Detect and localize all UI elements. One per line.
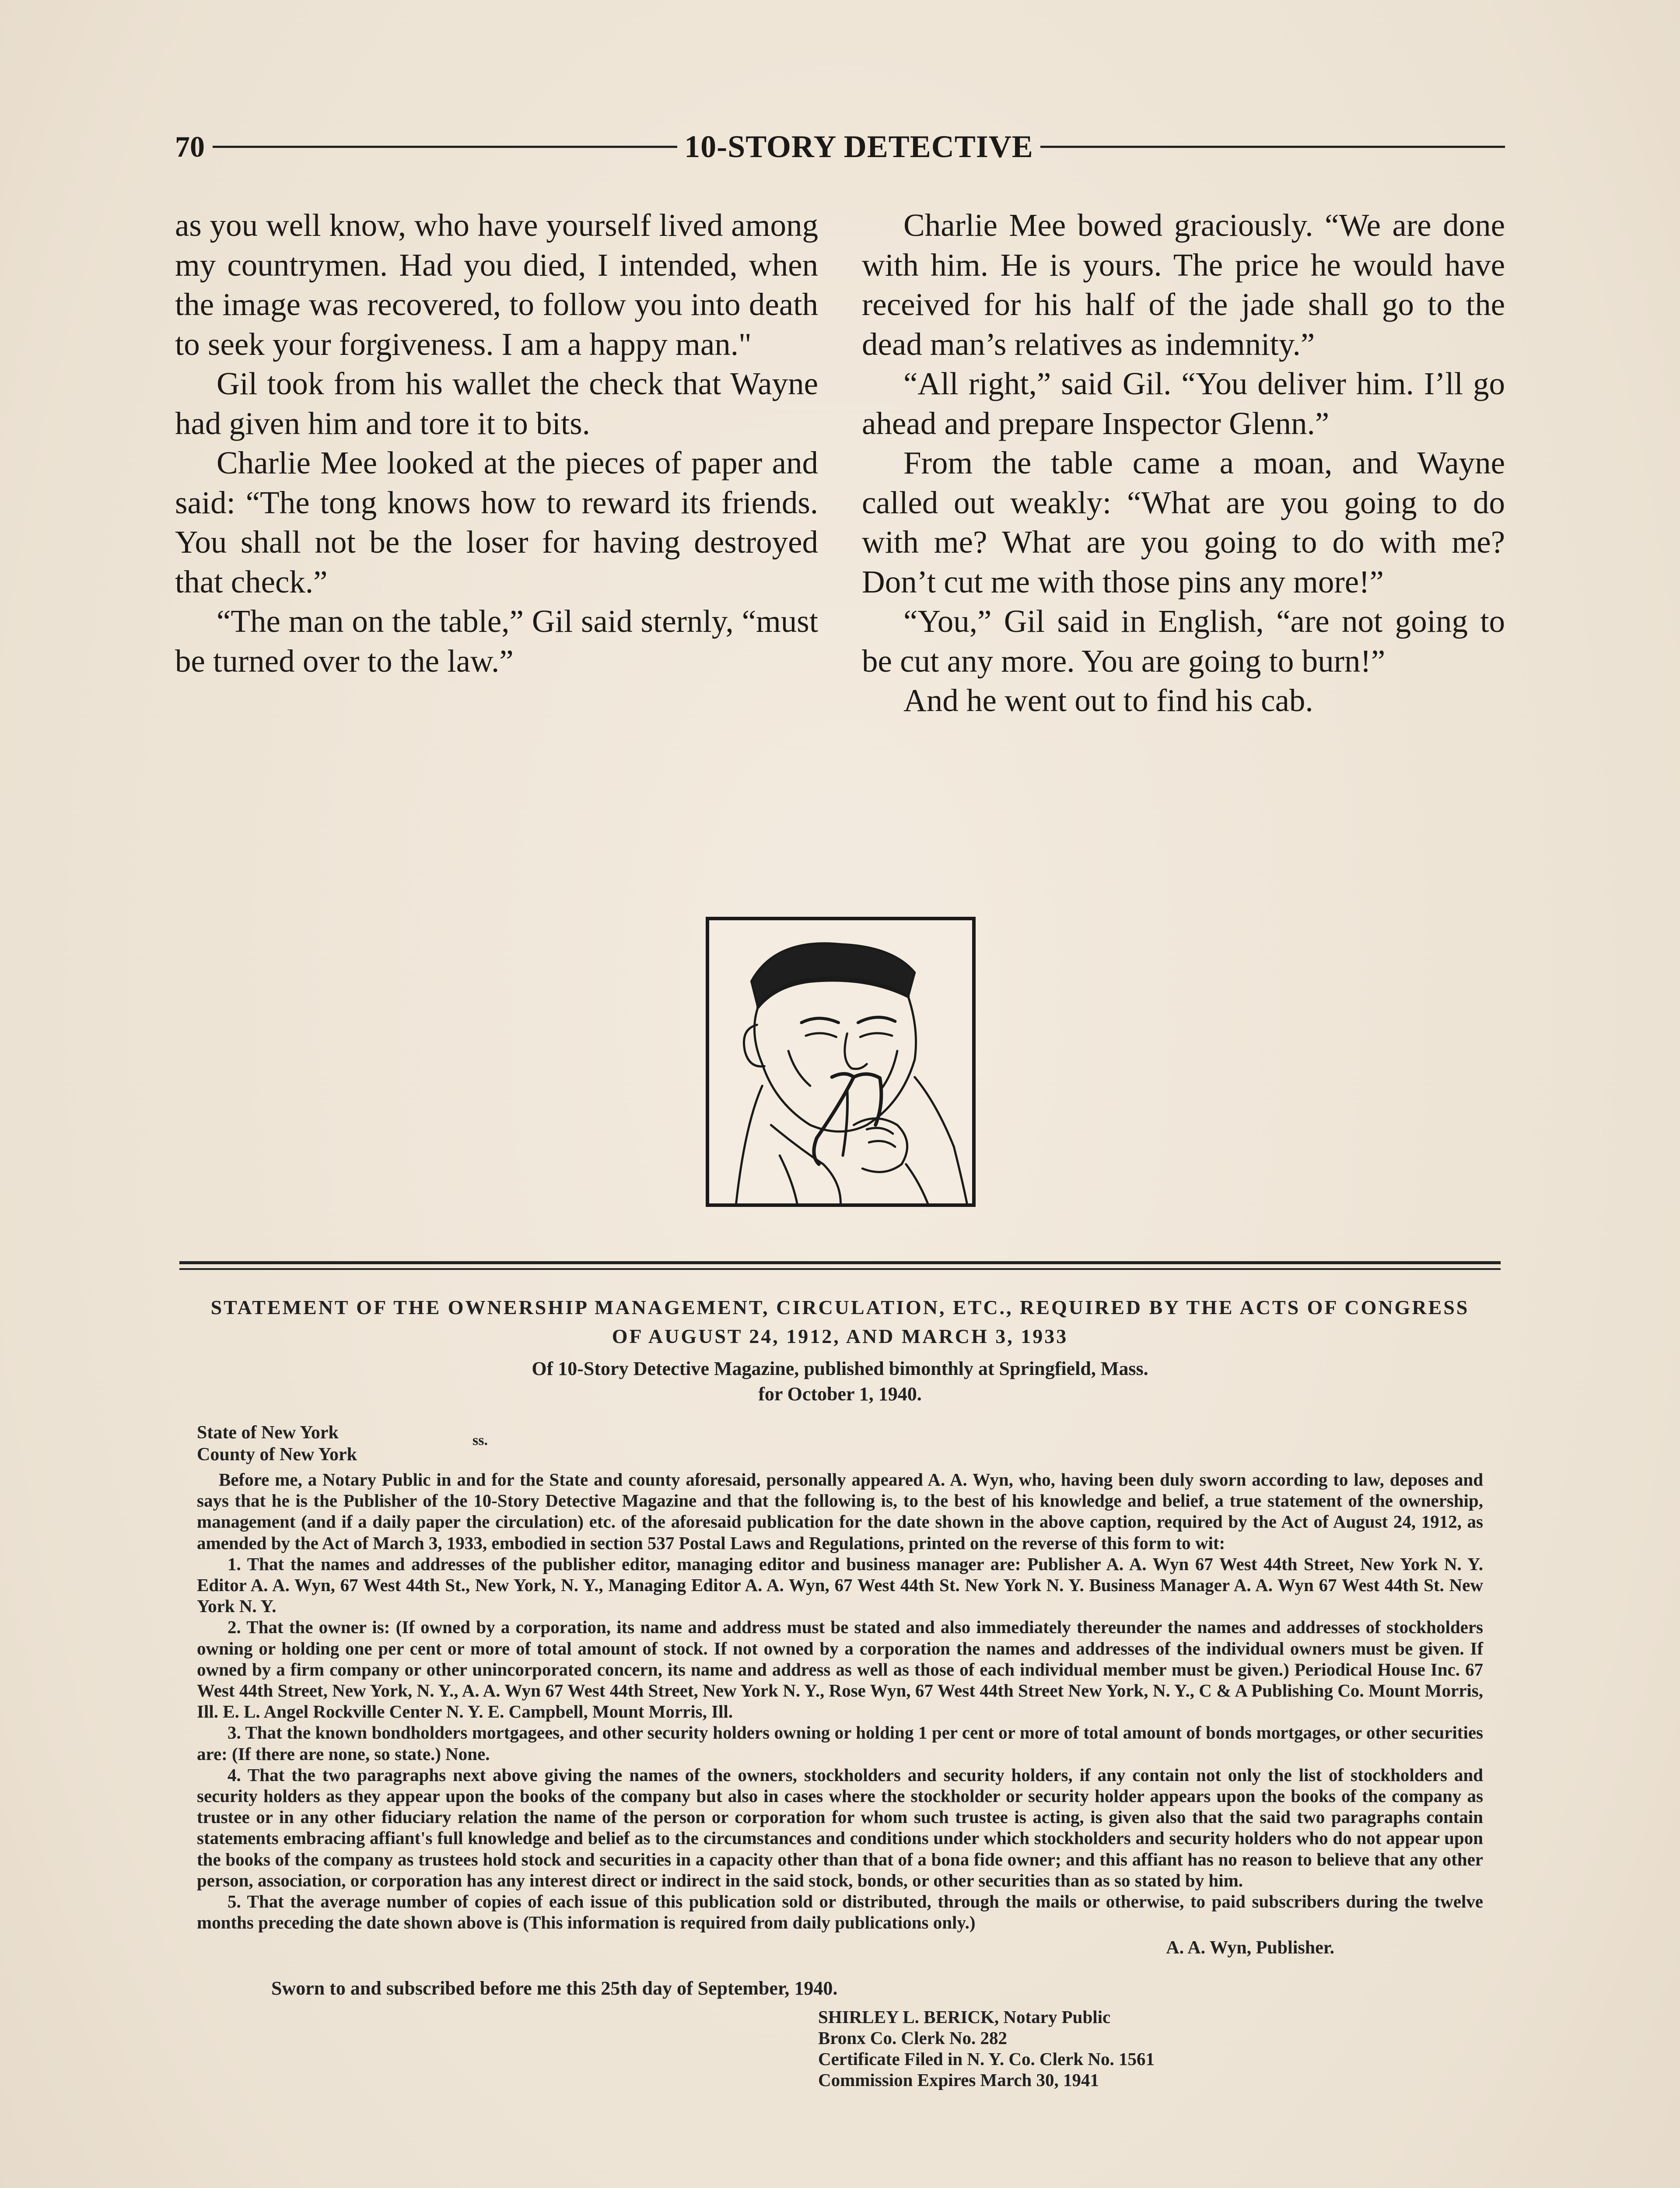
statement-subtitle-line: Of 10-Story Detective Magazine, published bimonthly at Springfield, Mass. xyxy=(532,1358,1148,1379)
statement-paragraph: Before me, a Notary Public in and for the State and county aforesaid, personally appeared A. A. Wyn, who, having been duly sworn according to law, deposes and says that he is the Publisher of the 10-Story Detective Magazine and that the following is, to the best of his knowledge and belief, a true statement of the ownership, management (and if a daily paper the circulation) etc. of the aforesaid publication for the date shown in the above caption, required by the Act of August 24, 1912, as amended by the Act of March 3, 1933, embodied in section 537 Postal Laws and Regulations, printed on the reverse of this form to wit: xyxy=(197,1469,1483,1553)
statement-heading: STATEMENT OF THE OWNERSHIP MANAGEMENT, CIRCULATION, ETC., REQUIRED BY THE ACTS OF CONGRESS OF AUGUST 24, 1912, AND MARCH 3, 1933 xyxy=(210,1296,1470,1347)
story-paragraph: “All right,” said Gil. “You deliver him. I’ll go ahead and prepare Inspector Glenn.” xyxy=(862,366,1505,441)
story-paragraph: From the table came a moan, and Wayne called out weakly: “What are you going to do with me? What are you going to do with me? Don’t cut me with those pins any more!” xyxy=(862,445,1505,600)
statement-paragraph: 3. That the known bondholders mortgagees, and other security holders owning or holding 1 per cent or more of total amount of bonds mortgages, or other securities are: (If there are none, so state.) None. xyxy=(197,1722,1483,1764)
story-paragraph: “You,” Gil said in English, “are not going to be cut any more. You are going to burn!” xyxy=(862,603,1505,679)
statement-body xyxy=(197,1469,1483,1933)
notary-line: Commission Expires March 30, 1941 xyxy=(818,2070,1099,2090)
running-header xyxy=(175,127,1505,166)
magazine-title: 10-STORY DETECTIVE xyxy=(684,129,1033,164)
notary-line: Certificate Filed in N. Y. Co. Clerk No. 1561 xyxy=(818,2049,1155,2069)
publisher-signature: A. A. Wyn, Publisher. xyxy=(1166,1938,1334,1958)
story-paragraph: as you well know, who have yourself lived among my countrymen. Had you died, I intended, when the image was recovered, to follow you into death to seek your forgiveness. I am a happy man." xyxy=(175,207,818,362)
notary-line: SHIRLEY L. BERICK, Notary Public xyxy=(818,2007,1111,2027)
page-number: 70 xyxy=(175,130,205,163)
statement-subtitle-date: for October 1, 1940. xyxy=(758,1383,922,1405)
story-column-left xyxy=(175,206,818,681)
notary-block xyxy=(197,2006,1483,2090)
sworn-line: Sworn to and subscribed before me this 25th day of September, 1940. xyxy=(271,1978,838,1999)
header-rule-left xyxy=(213,146,677,148)
ownership-statement xyxy=(197,1293,1483,2090)
venue-block xyxy=(197,1422,1483,1466)
story-paragraph: And he went out to find his cab. xyxy=(903,683,1313,718)
double-rule-divider xyxy=(179,1261,1501,1270)
story-paragraph: Charlie Mee looked at the pieces of paper and said: “The tong knows how to reward its friends. You shall not be the loser for having destroyed that check.” xyxy=(175,445,818,600)
venue-county: County of New York xyxy=(197,1445,357,1465)
statement-paragraph: 1. That the names and addresses of the publisher editor, managing editor and business manager are: Publisher A. A. Wyn 67 West 44th Street, New York N. Y. Editor A. A. Wyn, 67 West 44th St., New York, N. Y., Managing Editor A. A. Wyn, 67 West 44th St. New York N. Y. Business Manager A. A. Wyn 67 West 44th St. New York N. Y. xyxy=(197,1553,1483,1616)
story-column-right xyxy=(862,206,1505,721)
header-rule-right xyxy=(1040,146,1505,148)
story-paragraph: Gil took from his wallet the check that Wayne had given him and tore it to bits. xyxy=(175,366,818,441)
story-paragraph: “The man on the table,” Gil said sternly, “must be turned over to the law.” xyxy=(175,603,818,679)
notary-line: Bronx Co. Clerk No. 282 xyxy=(818,2028,1008,2048)
venue-state: State of New York xyxy=(197,1423,339,1443)
venue-ss: ss. xyxy=(472,1432,488,1448)
illustration-drawing xyxy=(709,920,972,1203)
portrait-of-bearded-man-icon xyxy=(706,917,976,1207)
statement-paragraph: 5. That the average number of copies of each issue of this publication sold or distributed, through the mails or otherwise, to paid subscribers during the twelve months preceding the date shown above is (This information is required from daily publications only.) xyxy=(197,1891,1483,1933)
story-paragraph: Charlie Mee bowed graciously. “We are done with him. He is yours. The price he would have received for his half of the jade shall go to the dead man’s relatives as indemnity.” xyxy=(862,207,1505,362)
statement-paragraph: 2. That the owner is: (If owned by a corporation, its name and address must be stated and also immediately thereunder the names and addresses of stockholders owning or holding one per cent or more of total amount of stock. If not owned by a corporation the names and addresses of the individual owners must be given. If owned by a firm company or other unincorporated concern, its name and address as well as those of each individual member must be given.) Periodical House Inc. 67 West 44th Street, New York, N. Y., A. A. Wyn 67 West 44th Street, New York N. Y., Rose Wyn, 67 West 44th Street New York, N. Y., C & A Publishing Co. Mount Morris, Ill. E. L. Angel Rockville Center N. Y. E. Campbell, Mount Morris, Ill. xyxy=(197,1617,1483,1722)
statement-paragraph: 4. That the two paragraphs next above giving the names of the owners, stockholders and security holders, if any contain not only the list of stockholders and security holders as they appear upon the books of the company but also in cases where the stockholder or security holder appears upon the books of the company as trustee or in any other fiduciary relation the name of the person or corporation for whom such trustee is acting, is given also that the said two paragraphs contain statements embracing affiant's full knowledge and belief as to the circumstances and conditions under which stockholders and security holders who do not appear upon the books of the company as trustees hold stock and securities in a capacity other than that of a bona fide owner; and this affiant has no reason to believe that any other person, association, or corporation has any interest direct or indirect in the said stock, bonds, or other securities than as so stated by him. xyxy=(197,1764,1483,1890)
statement-subtitle xyxy=(197,1356,1483,1407)
